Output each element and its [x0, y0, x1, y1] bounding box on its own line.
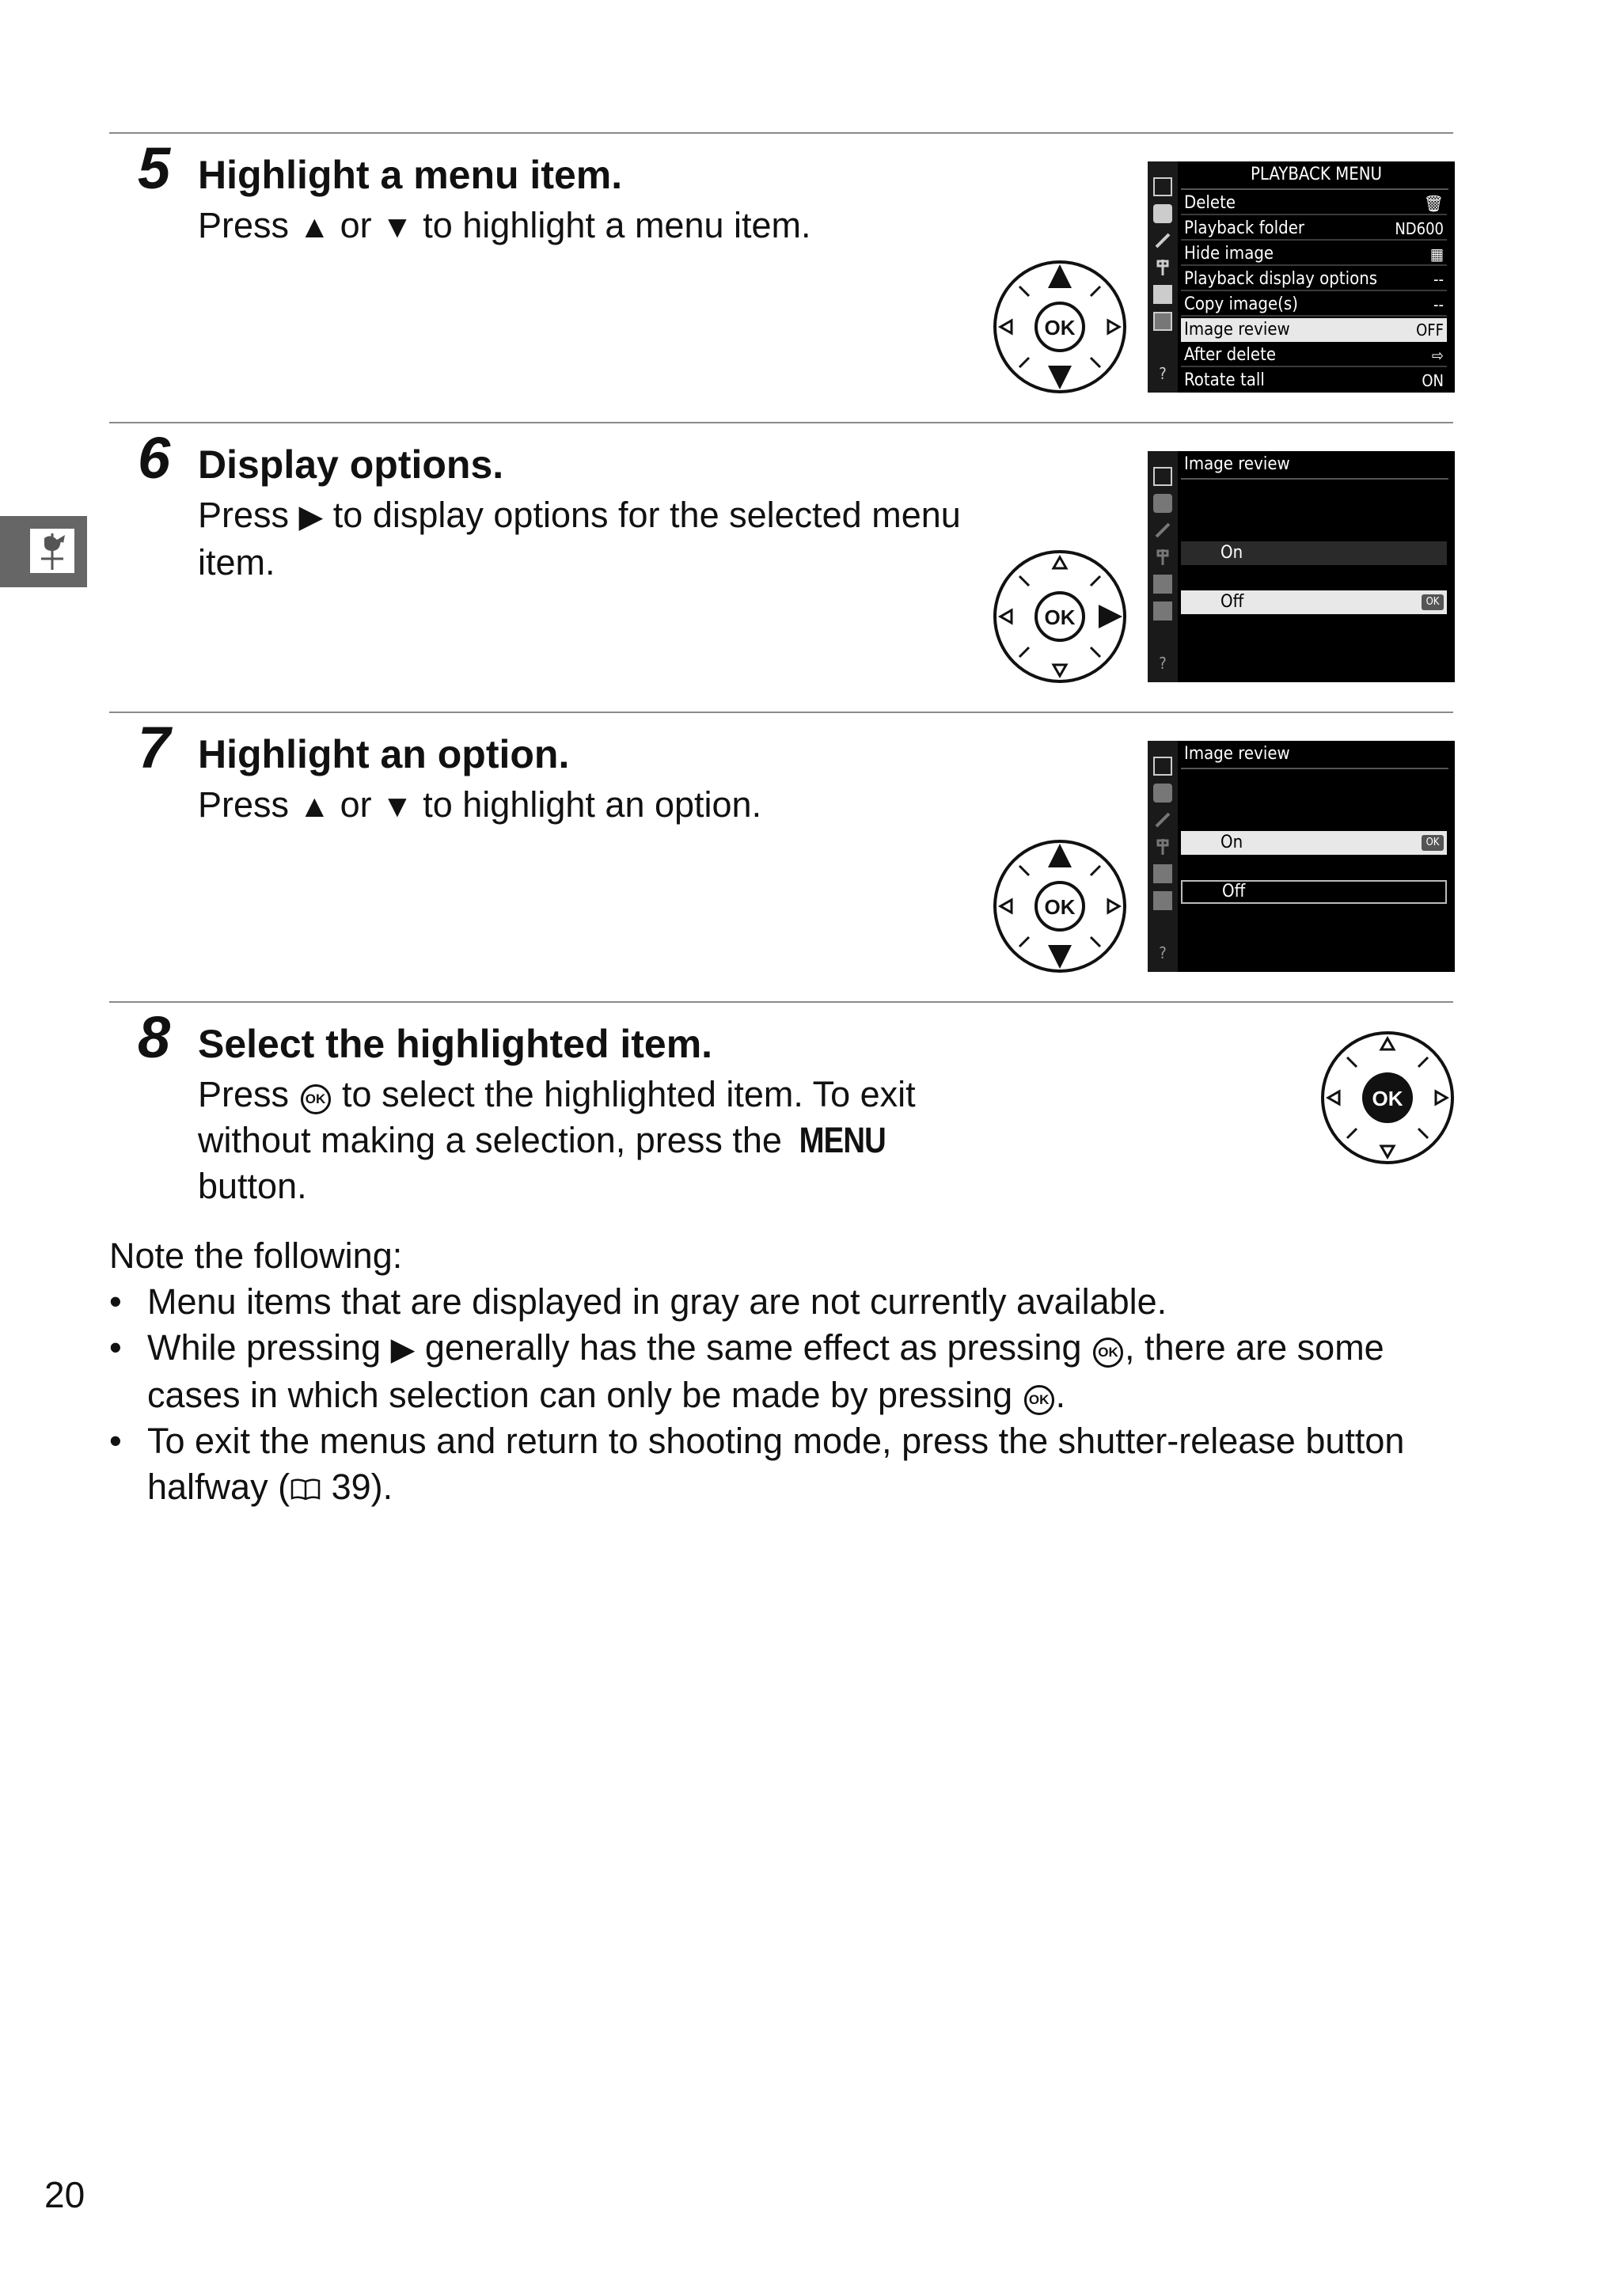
svg-text:OK: OK — [1044, 895, 1076, 919]
rooster-weathervane-icon — [30, 529, 74, 573]
retouch-tab-icon — [1153, 864, 1172, 883]
step-number: 8 — [138, 1004, 171, 1070]
wrench-tab-icon — [1153, 258, 1172, 277]
pencil-tab-icon — [1153, 810, 1172, 829]
menu-button-label: MENU — [799, 1120, 886, 1160]
divider — [109, 712, 1453, 713]
step-title: Select the highlighted item. — [198, 1022, 713, 1066]
right-arrow-icon: ▶ — [298, 499, 324, 534]
ok-button-icon: OK — [301, 1084, 331, 1114]
ok-button-icon: OK — [1093, 1338, 1123, 1368]
menu-item-delete[interactable]: Delete 🗑 — [1181, 192, 1447, 215]
menu-item-rotate-tall[interactable]: Rotate tall ON — [1184, 370, 1444, 390]
page-number: 20 — [44, 2174, 85, 2215]
list-item: • To exit the menus and return to shooting mode, press the shutter-release button halfway ( 39). — [109, 1421, 1405, 1507]
pencil-tab-icon — [1153, 521, 1172, 540]
option-off[interactable]: Off OK — [1181, 590, 1447, 614]
playback-menu-screen — [1148, 161, 1455, 393]
header-line — [1181, 188, 1448, 190]
ok-button-icon: OK — [1024, 1385, 1054, 1415]
option-on[interactable]: On OK — [1181, 831, 1447, 855]
menu-item-copy-images[interactable]: Copy image(s) -- — [1181, 293, 1447, 317]
ok-badge: OK — [1422, 835, 1444, 851]
pencil-tab-icon — [1153, 231, 1172, 250]
my-menu-tab-icon — [1153, 602, 1172, 620]
step-body: Press ▲ or ▼ to highlight an option. — [198, 784, 762, 825]
chapter-tab — [0, 516, 87, 587]
list-item: • While pressing ▶ generally has the same effect as pressing OK , there are some cases in which selection can only be made by pressing OK . — [109, 1327, 1384, 1415]
ok-badge: OK — [1422, 594, 1444, 610]
step-number: 5 — [138, 135, 171, 201]
retouch-tab-icon — [1153, 285, 1172, 304]
list-item: • Menu items that are displayed in gray are not currently available. — [109, 1281, 1167, 1322]
wrench-tab-icon — [1153, 548, 1172, 567]
right-arrow-icon: ▶ — [390, 1332, 416, 1367]
down-arrow-icon: ▼ — [382, 789, 413, 824]
multi-selector-dial-right-icon — [993, 549, 1127, 684]
divider — [109, 422, 1453, 423]
screen-title: Image review — [1184, 744, 1290, 764]
camera-tab-icon — [1153, 494, 1172, 513]
up-arrow-icon: ▲ — [298, 210, 331, 245]
help-icon: ? — [1159, 364, 1167, 383]
image-review-screen — [1148, 741, 1455, 972]
my-menu-tab-icon — [1153, 312, 1172, 331]
menu-item-playback-folder[interactable]: Playback folder ND600 — [1181, 217, 1447, 241]
option-on[interactable]: On — [1181, 541, 1447, 565]
step-number: 7 — [138, 715, 171, 780]
retouch-tab-icon — [1153, 575, 1172, 594]
step-title: Highlight an option. — [198, 732, 570, 776]
camera-tab-icon — [1153, 784, 1172, 803]
menu-item-image-review[interactable]: Image review OFF — [1181, 318, 1447, 342]
help-icon: ? — [1159, 943, 1167, 962]
wrench-tab-icon — [1153, 837, 1172, 856]
step-number: 6 — [138, 425, 171, 491]
svg-text:OK: OK — [1044, 605, 1076, 629]
step-body: Press OK to select the highlighted item. To exit without making a selection, press the MENU button. — [198, 1074, 916, 1206]
menu-item-playback-display-options[interactable]: Playback display options -- — [1181, 268, 1447, 291]
svg-text:OK: OK — [1372, 1087, 1403, 1110]
menu-item-after-delete[interactable]: After delete ⇨ — [1181, 343, 1447, 367]
image-review-screen — [1148, 451, 1455, 682]
playback-tab-icon — [1153, 467, 1172, 486]
header-line — [1181, 478, 1448, 480]
divider — [109, 1001, 1453, 1003]
step-body: Press ▶ to display options for the selected menu item. — [198, 495, 961, 583]
playback-tab-icon — [1153, 757, 1172, 776]
help-icon: ? — [1159, 654, 1167, 673]
menu-title: PLAYBACK MENU — [1250, 165, 1383, 184]
multi-selector-dial-up-down-icon — [993, 839, 1127, 973]
book-reference-icon — [290, 1478, 321, 1501]
screen-title: Image review — [1184, 454, 1290, 474]
down-arrow-icon: ▼ — [382, 210, 413, 245]
step-title: Highlight a menu item. — [198, 153, 623, 197]
notes-list — [109, 1279, 1404, 1510]
multi-selector-dial-up-down-icon — [993, 260, 1127, 394]
menu-tabs — [1148, 741, 1178, 972]
step-body: Press ▲ or ▼ to highlight a menu item. — [198, 205, 811, 245]
menu-tabs — [1148, 451, 1178, 682]
multi-selector-dial-ok-icon — [1320, 1030, 1455, 1165]
divider — [109, 132, 1453, 134]
menu-item-hide-image[interactable]: Hide image ▦ — [1181, 242, 1447, 266]
step-title: Display options. — [198, 442, 504, 487]
option-off[interactable]: Off — [1181, 880, 1447, 904]
up-arrow-icon: ▲ — [298, 789, 331, 824]
menu-tabs — [1148, 161, 1178, 393]
my-menu-tab-icon — [1153, 891, 1172, 910]
notes-intro: Note the following: — [109, 1235, 403, 1276]
camera-tab-icon — [1153, 204, 1172, 223]
ok-label: OK — [1044, 316, 1076, 340]
header-line — [1181, 768, 1448, 769]
